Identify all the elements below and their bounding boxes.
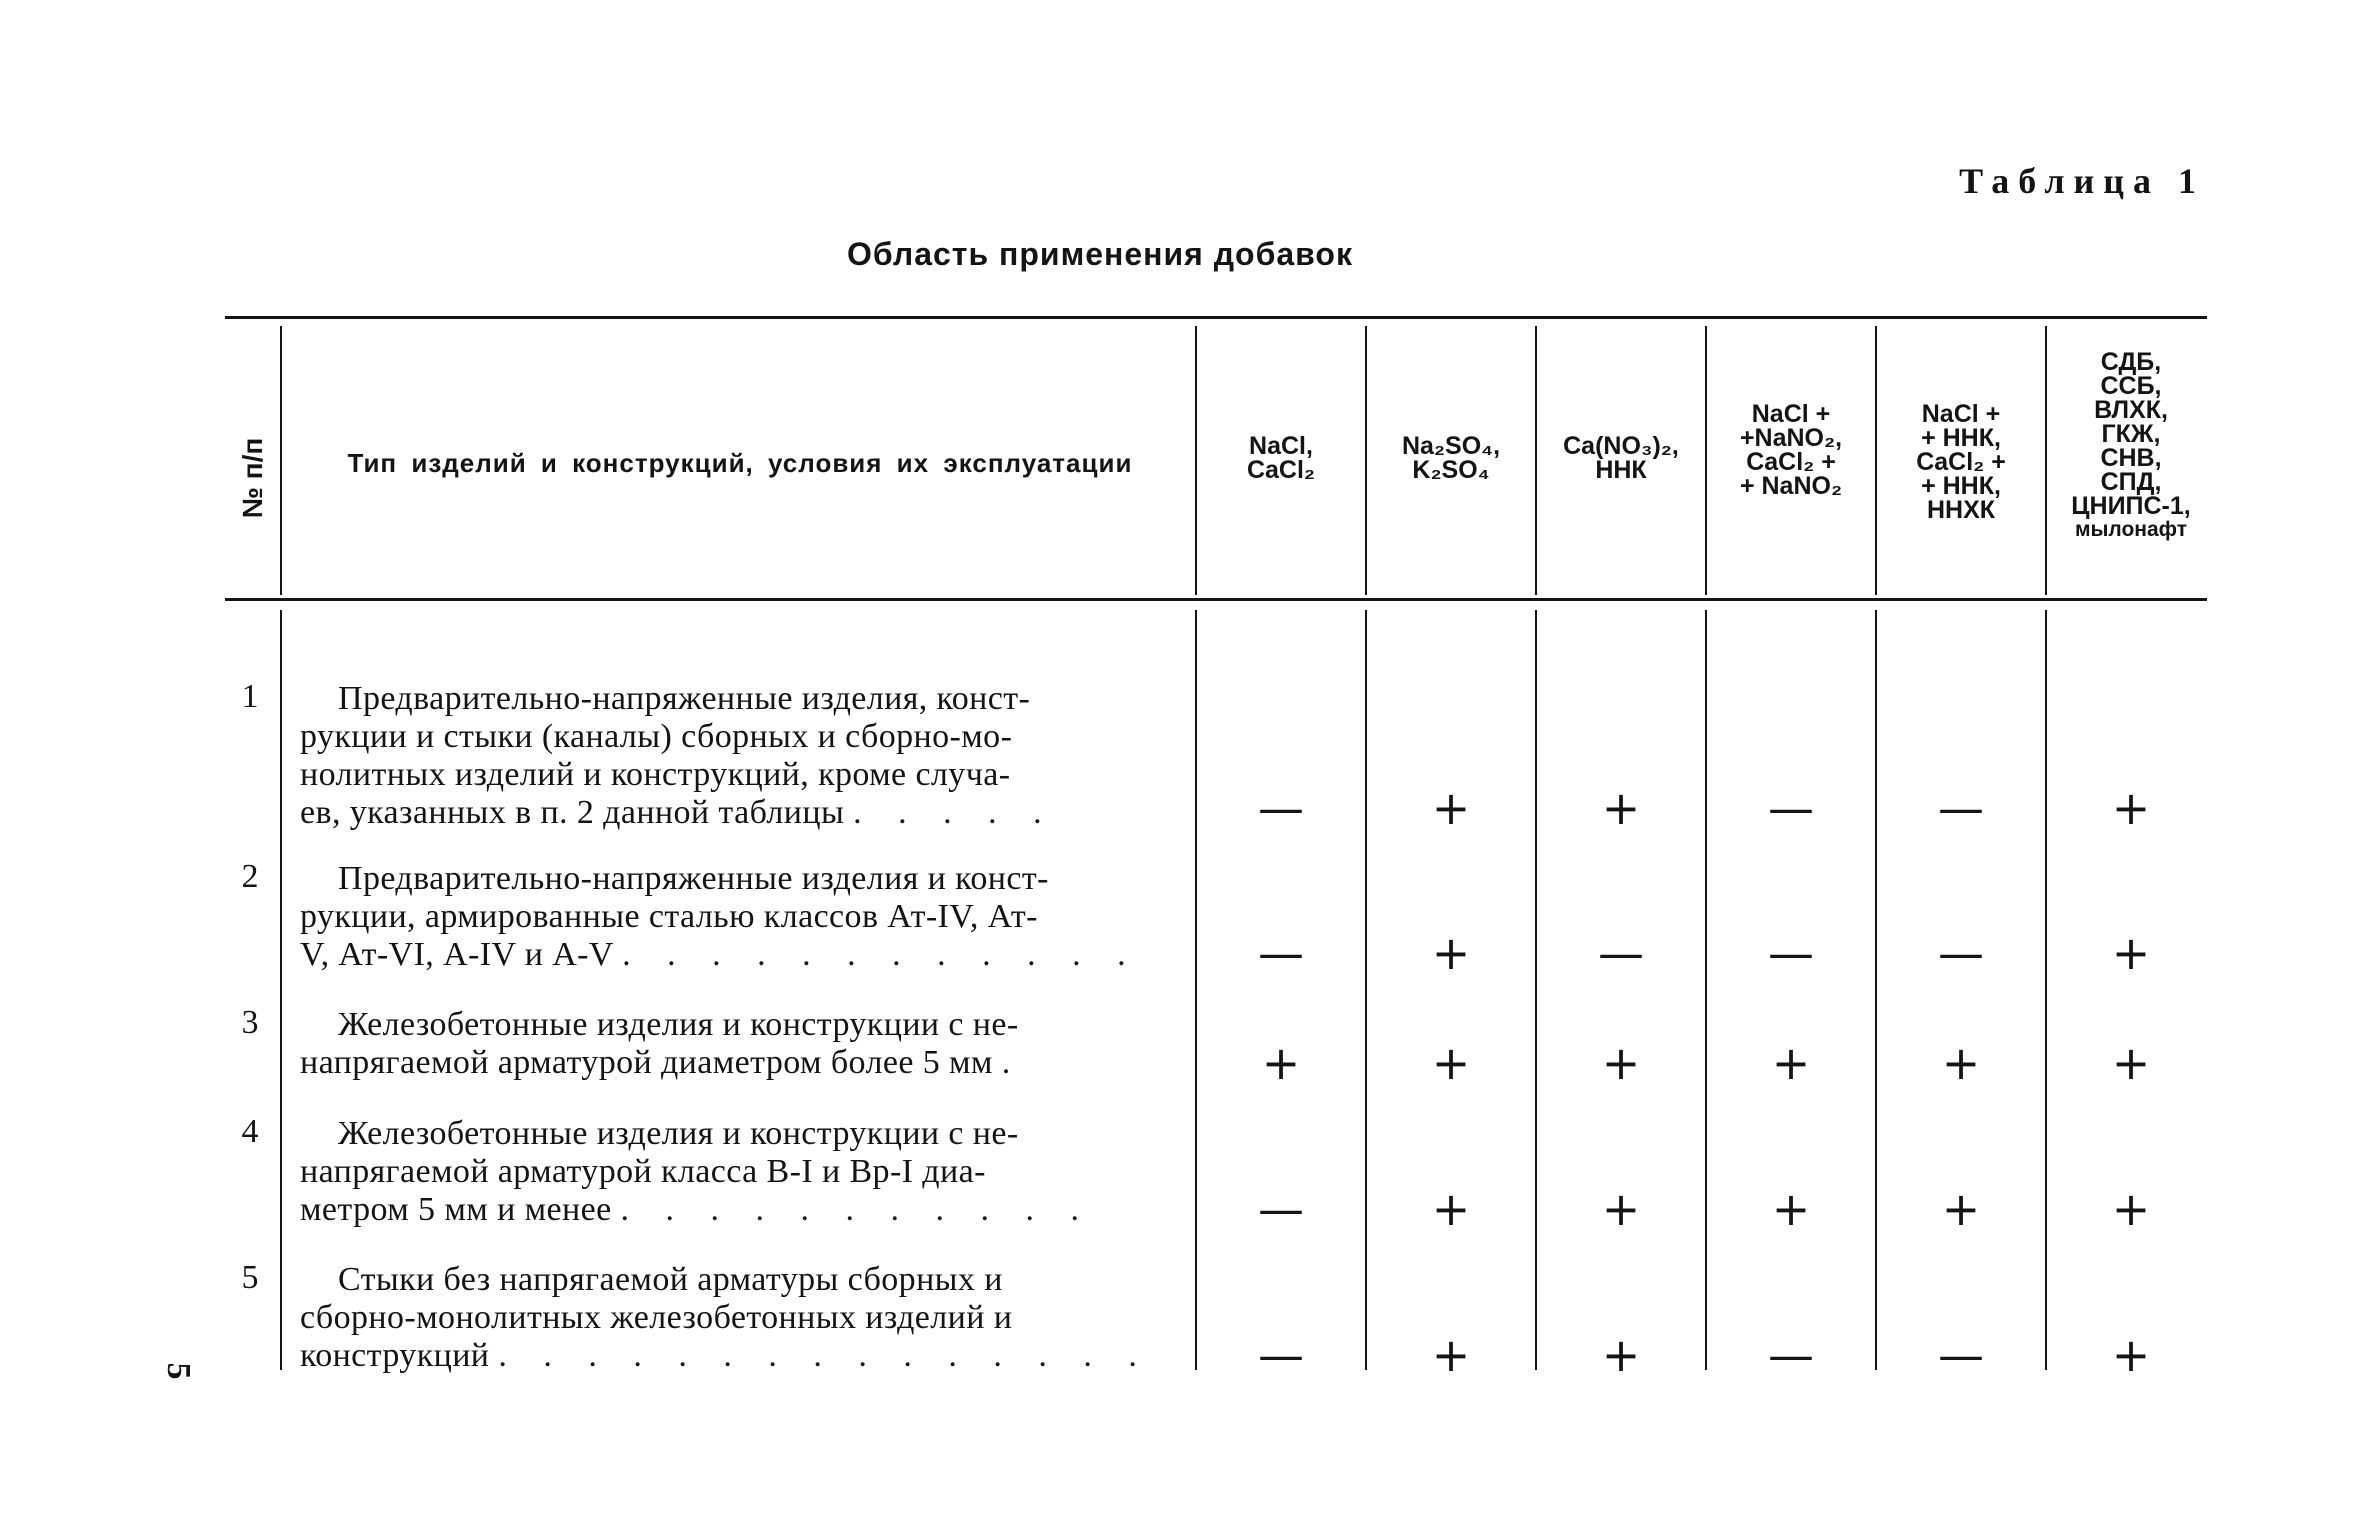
row-description <box>300 680 1162 832</box>
grid-line <box>1705 610 1707 1370</box>
text-line: напрягаемой арматурой диаметром более 5 мм . <box>300 1044 1025 1081</box>
mark-cell: + <box>1431 1328 1471 1382</box>
text-line: Стыки без напрягаемой арматуры сборных и <box>338 1261 1003 1298</box>
mark-cell: — <box>1258 781 1304 835</box>
header-line: + NaNO₂ <box>1739 472 1843 500</box>
row-description <box>300 1006 1162 1082</box>
header-line: ЦНИПС-1, <box>2071 492 2191 520</box>
grid-line <box>280 326 282 595</box>
header-line: ССБ, <box>2100 372 2162 400</box>
text-line: сборно-монолитных железобетонных изделий и <box>300 1299 1013 1336</box>
mark-cell: + <box>1601 1036 1641 1090</box>
header-line: Ca(NO₃)₂, <box>1563 432 1679 460</box>
header-line: СДБ, <box>2100 348 2162 376</box>
mark-cell: + <box>2111 781 2151 835</box>
mark-cell: + <box>1771 1036 1811 1090</box>
mark-cell: + <box>1261 1036 1301 1090</box>
column-header-additive <box>1537 434 1705 482</box>
column-header-additive <box>2047 350 2215 542</box>
row-description <box>300 1115 1162 1229</box>
header-line: +NaNO₂, <box>1739 424 1843 452</box>
header-line: CaCl₂ + <box>1746 448 1836 476</box>
mark-cell: — <box>1258 1182 1304 1236</box>
mark-cell: + <box>2111 1182 2151 1236</box>
mark-cell: — <box>1938 926 1984 980</box>
mark-cell: — <box>1258 926 1304 980</box>
header-line: + ННК, <box>1921 424 2001 452</box>
mark-cell: — <box>1768 781 1814 835</box>
header-line: CaCl₂ <box>1246 456 1316 484</box>
mark-cell: + <box>2111 926 2151 980</box>
text-line: нолитных изделий и конструкций, кроме случа- <box>300 756 1011 793</box>
text-line: Предварительно-напряженные изделия, конст- <box>338 680 1031 717</box>
header-line: NaCl, <box>1249 432 1313 460</box>
row-description <box>300 1261 1162 1375</box>
table-header-rule <box>225 598 2207 601</box>
text-line: напрягаемой арматурой класса B-I и Bp-I диа- <box>300 1153 986 1190</box>
text-line: рукции и стыки (каналы) сборных и сборно-мо- <box>300 718 1013 755</box>
header-line: СНВ, <box>2100 444 2162 472</box>
grid-line <box>280 610 282 1370</box>
row-number: 4 <box>241 1113 259 1150</box>
mark-cell: + <box>1941 1182 1981 1236</box>
mark-cell: + <box>1431 1036 1471 1090</box>
mark-cell: + <box>1601 1182 1641 1236</box>
page-number: 5 <box>160 1362 197 1380</box>
mark-cell: — <box>1598 926 1644 980</box>
row-number: 5 <box>241 1259 259 1296</box>
row-number: 3 <box>241 1004 259 1041</box>
mark-cell: — <box>1258 1328 1304 1382</box>
column-header-number: № п/п <box>237 437 268 519</box>
grid-line <box>1195 610 1197 1370</box>
row-number: 2 <box>241 858 259 895</box>
table-top-rule <box>225 316 2207 319</box>
text-line: рукции, армированные сталью классов Ат-IV, Ат- <box>300 898 1038 935</box>
mark-cell: — <box>1938 1328 1984 1382</box>
row-number: 1 <box>241 678 259 715</box>
header-line: CaCl₂ + <box>1916 448 2006 476</box>
mark-cell: — <box>1768 926 1814 980</box>
header-line: ННХК <box>1926 496 1996 524</box>
header-line: ВЛХК, <box>2094 396 2168 424</box>
mark-cell: + <box>1771 1182 1811 1236</box>
column-header-additive <box>1877 402 2045 522</box>
header-line: NaCl + <box>1921 400 2001 428</box>
header-line: мылонафт <box>2074 518 2188 541</box>
mark-cell: + <box>2111 1328 2151 1382</box>
grid-line <box>1365 610 1367 1370</box>
mark-cell: + <box>1431 781 1471 835</box>
mark-cell: + <box>1601 1328 1641 1382</box>
text-line: Железобетонные изделия и конструкции с не- <box>338 1115 1019 1152</box>
mark-cell: + <box>1601 781 1641 835</box>
column-header-additive <box>1707 402 1875 498</box>
column-header-additive <box>1197 434 1365 482</box>
header-line: ННК <box>1595 456 1647 484</box>
text-line: Предварительно-напряженные изделия и конст- <box>338 860 1049 897</box>
table-label: Таблица 1 <box>1959 161 2205 201</box>
header-line: K₂SO₄ <box>1412 456 1490 484</box>
table-title: Область применения добавок <box>847 236 1353 272</box>
column-header-description: Тип изделий и конструкций, условия их эксплуатации <box>347 448 1133 478</box>
text-line: V, Ат-VI, А-IV и А-V . . . . . . . . . . . . <box>300 936 1140 973</box>
header-line: ГКЖ, <box>2101 420 2161 448</box>
grid-line <box>2045 610 2047 1370</box>
mark-cell: — <box>1938 781 1984 835</box>
mark-cell: + <box>1431 926 1471 980</box>
mark-cell: — <box>1768 1328 1814 1382</box>
header-line: Na₂SO₄, <box>1401 432 1501 460</box>
mark-cell: + <box>1431 1182 1471 1236</box>
mark-cell: + <box>2111 1036 2151 1090</box>
text-line: метром 5 мм и менее . . . . . . . . . . . <box>300 1191 1093 1228</box>
column-header-additive <box>1367 434 1535 482</box>
header-line: + ННК, <box>1921 472 2001 500</box>
text-line: конструкций . . . . . . . . . . . . . . . <box>300 1337 1151 1374</box>
mark-cell: + <box>1941 1036 1981 1090</box>
text-line: ев, указанных в п. 2 данной таблицы . . . . . <box>300 794 1056 831</box>
grid-line <box>1875 610 1877 1370</box>
header-line: NaCl + <box>1751 400 1831 428</box>
header-line: СПД, <box>2100 468 2162 496</box>
text-line: Железобетонные изделия и конструкции с не- <box>338 1006 1019 1043</box>
grid-line <box>1535 610 1537 1370</box>
row-description <box>300 860 1162 974</box>
